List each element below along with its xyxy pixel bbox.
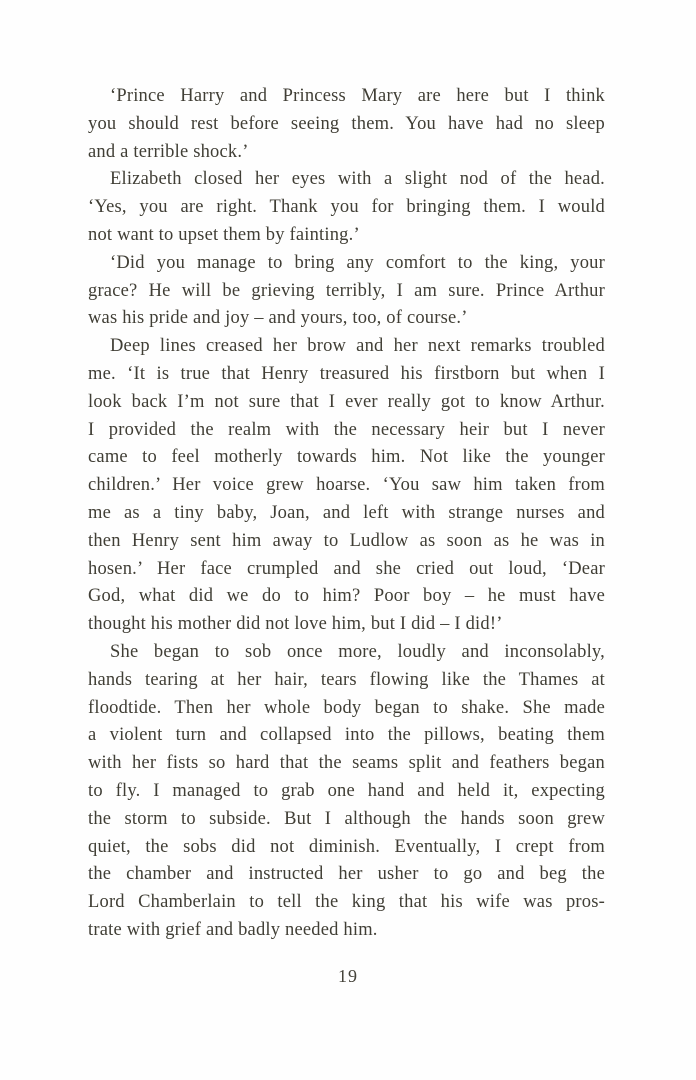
text-line: to fly. I managed to grab one hand and held it, expecting [88, 780, 605, 801]
text-line: the storm to subside. But I although the hands soon grew [88, 808, 605, 829]
paragraph [88, 639, 605, 945]
paragraph [88, 166, 605, 249]
text-line: ‘Yes, you are right. Thank you for bringing them. I would [88, 197, 605, 218]
text-line: look back I’m not sure that I ever really got to know Arthur. [88, 391, 605, 412]
text-line: ‘Did you manage to bring any comfort to the king, your [110, 252, 605, 273]
paragraph [88, 250, 605, 333]
text-line: I provided the realm with the necessary heir but I never [88, 419, 605, 440]
text-line: Lord Chamberlain to tell the king that his wife was pros- [88, 892, 605, 913]
text-line: grace? He will be grieving terribly, I am sure. Prince Arthur [88, 280, 605, 301]
text-line: Elizabeth closed her eyes with a slight nod of the head. [110, 169, 605, 190]
text-line: trate with grief and badly needed him. [88, 919, 378, 940]
text-line: me as a tiny baby, Joan, and left with strange nurses and [88, 502, 605, 523]
page-number: 19 [338, 966, 358, 986]
text-line: hosen.’ Her face crumpled and she cried out loud, ‘Dear [88, 558, 605, 579]
paragraph [88, 333, 605, 639]
text-line: came to feel motherly towards him. Not like the younger [88, 447, 605, 468]
text-line: God, what did we do to him? Poor boy – he must have [88, 586, 605, 607]
text-line: then Henry sent him away to Ludlow as soon as he was in [88, 530, 605, 551]
page-text [88, 83, 605, 945]
text-line: and a terrible shock.’ [88, 141, 249, 162]
text-line: a violent turn and collapsed into the pillows, beating them [88, 725, 605, 746]
text-line: hands tearing at her hair, tears flowing like the Thames at [88, 669, 605, 690]
paragraph [88, 83, 605, 166]
text-line: floodtide. Then her whole body began to shake. She made [88, 697, 605, 718]
text-line: quiet, the sobs did not diminish. Eventually, I crept from [88, 836, 605, 857]
text-line: was his pride and joy – and yours, too, of course.’ [88, 308, 468, 329]
text-line: you should rest before seeing them. You have had no sleep [88, 113, 605, 134]
text-line: with her fists so hard that the seams split and feathers began [88, 753, 605, 774]
text-line: Deep lines creased her brow and her next remarks troubled [110, 336, 605, 357]
text-line: thought his mother did not love him, but I did – I did!’ [88, 614, 503, 635]
text-line: not want to upset them by fainting.’ [88, 224, 360, 245]
text-line: ‘Prince Harry and Princess Mary are here but I think [110, 86, 605, 106]
text-line: the chamber and instructed her usher to go and beg the [88, 864, 605, 885]
text-line: me. ‘It is true that Henry treasured his firstborn but when I [88, 363, 605, 384]
text-line: She began to sob once more, loudly and inconsolably, [110, 641, 605, 662]
text-line: children.’ Her voice grew hoarse. ‘You saw him taken from [88, 475, 605, 496]
